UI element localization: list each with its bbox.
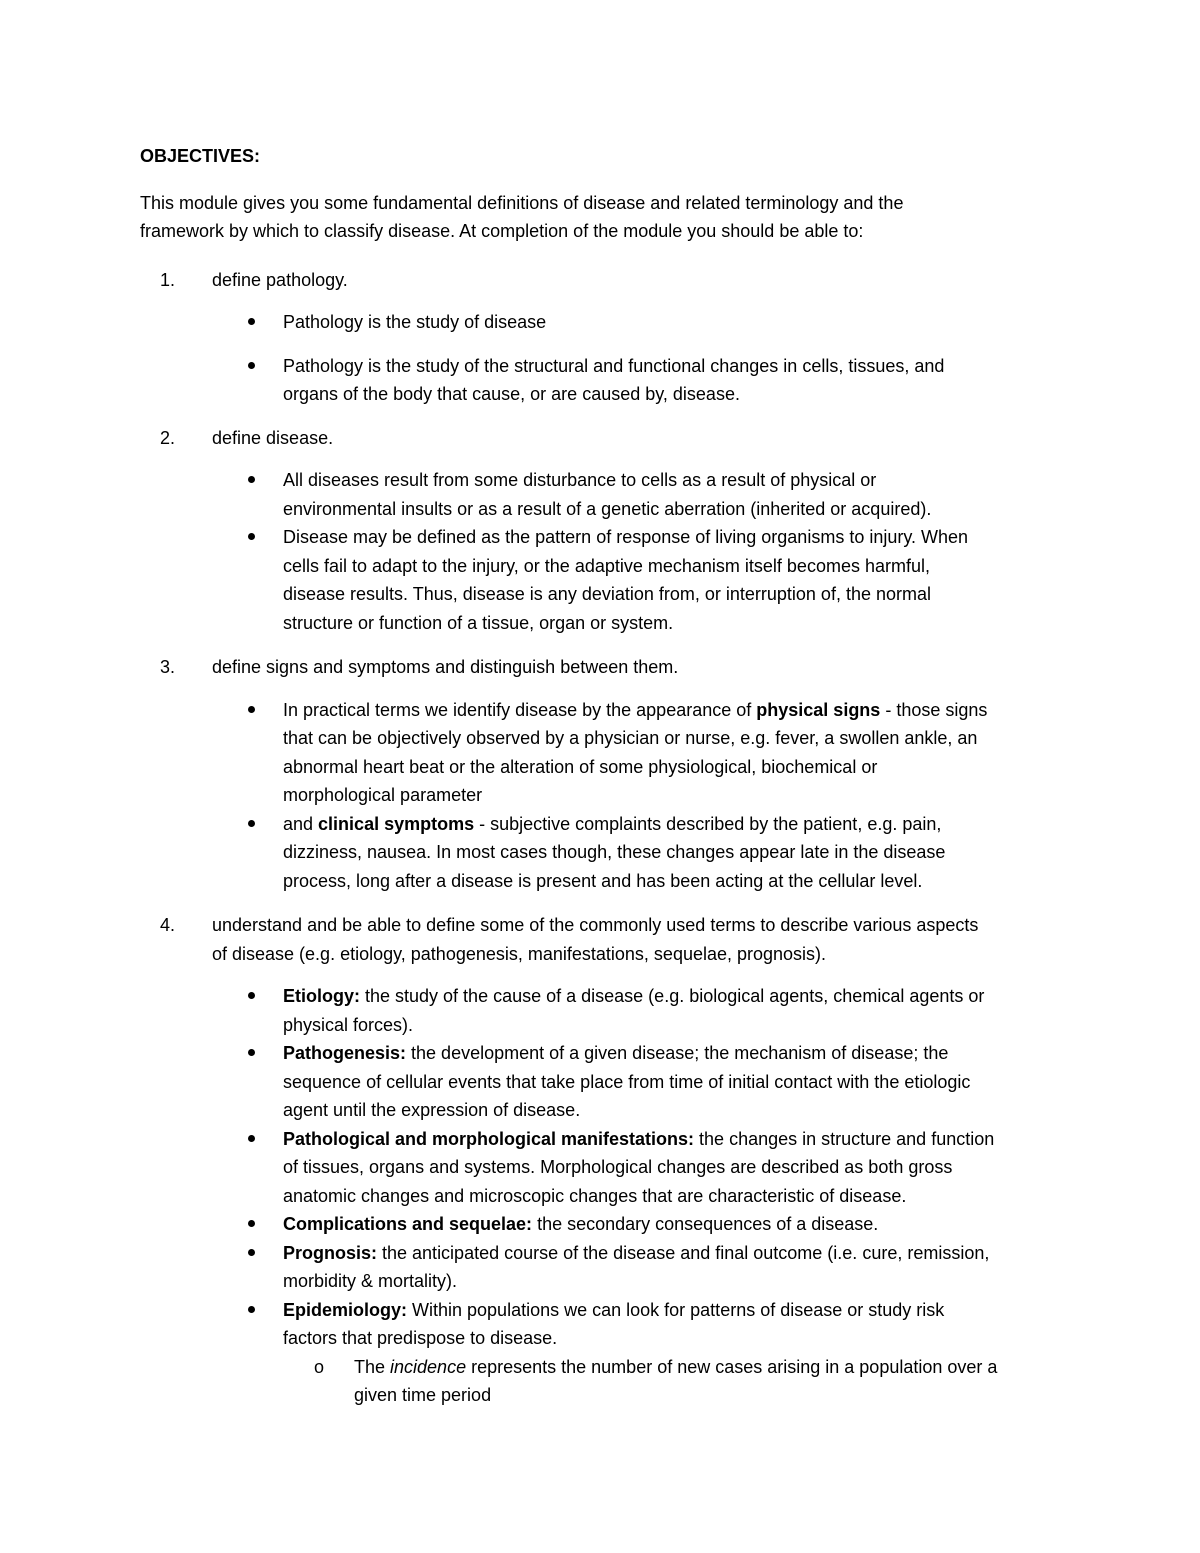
bullet-text: disease results. Thus, disease is any deviation from, or interruption of, the normal [283,584,931,604]
item-text: understand and be able to define some of the commonly used terms to describe various aspects [212,915,979,935]
bullet-text: cells fail to adapt to the injury, or the adaptive mechanism itself becomes harmful, [283,555,930,576]
item-text: of disease (e.g. etiology, pathogenesis, manifestations, sequelae, prognosis). [212,943,827,964]
bullet-text: Pathology is the study of disease [283,312,547,332]
bullet-text: In practical terms we identify disease by the appearance of physical signs - those signs [283,699,988,720]
bullet-dot-icon [248,362,255,369]
bullet-item [212,352,1060,409]
item-2-bullets [140,466,1060,637]
bullet-text: physical forces). [283,1014,414,1035]
item-text: define disease. [212,427,334,448]
objective-item-1 [140,266,1060,295]
item-4-bullets [140,982,1060,1410]
bullet-text: Pathology is the study of the structural and functional changes in cells, tissues, and [283,355,945,376]
bullet-item [212,696,1060,810]
bullet-item [212,308,1060,337]
bullet-text: abnormal heart beat or the alteration of some physiological, biochemical or [283,756,878,777]
clinical-symptoms-term: clinical symptoms [318,813,475,834]
bullet-text: factors that predispose to disease. [283,1328,558,1348]
item-number: 1. [160,269,176,290]
term: Complications and sequelae: [283,1214,533,1234]
bullet-text: of tissues, organs and systems. Morphological changes are described as both gross [283,1157,953,1177]
bullet-dot-icon [248,1220,255,1227]
bullet-dot-icon [248,1306,255,1313]
bullet-text: sequence of cellular events that take place from time of initial contact with the etiologic [283,1071,971,1092]
bullet-text: All diseases result from some disturbance to cells as a result of physical or [283,470,877,490]
term: Epidemiology: [283,1299,408,1320]
bullet-text: Complications and sequelae: the secondary consequences of a disease. [283,1214,879,1234]
bullet-item [212,810,1060,896]
bullet-item [212,523,1060,637]
term: Etiology: [283,986,360,1006]
term: Pathological and morphological manifestations: [283,1128,695,1149]
bullet-item-epidemiology [212,1296,1060,1353]
item-number: 4. [160,915,176,935]
bullet-item-prognosis [212,1239,1060,1296]
bullet-text: Disease may be defined as the pattern of response of living organisms to injury. When [283,527,969,547]
term: Pathogenesis: [283,1043,407,1063]
item-text: define pathology. [212,269,348,290]
bullet-text: organs of the body that cause, or are caused by, disease. [283,384,740,404]
bullet-text: Pathogenesis: the development of a given disease; the mechanism of disease; the [283,1043,949,1063]
bullet-text: that can be objectively observed by a physician or nurse, e.g. fever, a swollen ankle, an [283,728,978,748]
bullet-dot-icon [248,820,255,827]
bullet-text: The incidence represents the number of new cases arising in a population over a [354,1356,998,1377]
bullet-text: given time period [354,1385,492,1405]
bullet-dot-icon [248,706,255,713]
bullet-text: dizziness, nausea. In most cases though, these changes appear late in the disease [283,842,946,862]
objective-item-3 [140,653,1060,682]
bullet-text: Etiology: the study of the cause of a disease (e.g. biological agents, chemical agents or [283,986,985,1006]
bullet-dot-icon [248,1135,255,1142]
sub-bullet-incidence [283,1353,1060,1410]
bullet-text: anatomic changes and microscopic changes that are characteristic of disease. [283,1185,907,1206]
incidence-term: incidence [390,1356,467,1377]
objective-item-4 [140,911,1060,968]
intro-line: framework by which to classify disease. At completion of the module you should be able to: [140,221,864,241]
item-number: 2. [160,427,176,448]
item-text: define signs and symptoms and distinguish between them. [212,657,679,677]
bullet-item-manifestations [212,1125,1060,1211]
item-3-bullets [140,696,1060,896]
objective-item-2 [140,424,1060,453]
objectives-heading: OBJECTIVES: [140,146,261,166]
intro-paragraph [140,189,1060,246]
bullet-text: morphological parameter [283,785,483,805]
bullet-dot-icon [248,1249,255,1256]
bullet-item [212,466,1060,523]
bullet-dot-icon [248,476,255,483]
item-1-bullets [140,308,1060,409]
bullet-dot-icon [248,533,255,540]
item-number: 3. [160,657,176,677]
document-page [140,142,1060,1410]
bullet-text: Epidemiology: Within populations we can look for patterns of disease or study risk [283,1299,945,1320]
bullet-dot-icon [248,1049,255,1056]
bullet-text: process, long after a disease is present and has been acting at the cellular level. [283,870,923,891]
bullet-dot-icon [248,992,255,999]
bullet-dot-icon [248,318,255,325]
bullet-text: environmental insults or as a result of a genetic aberration (inherited or acquired). [283,498,932,519]
bullet-text: and clinical symptoms - subjective complaints described by the patient, e.g. pain, [283,813,942,834]
bullet-item-etiology [212,982,1060,1039]
bullet-text: structure or function of a tissue, organ or system. [283,612,674,633]
bullet-text: agent until the expression of disease. [283,1100,581,1120]
term: Prognosis: [283,1242,378,1263]
physical-signs-term: physical signs [756,699,881,720]
bullet-text: Pathological and morphological manifestations: the changes in structure and function [283,1128,995,1149]
bullet-text: Prognosis: the anticipated course of the disease and final outcome (i.e. cure, remission, [283,1242,990,1263]
intro-line: This module gives you some fundamental definitions of disease and related terminology and the [140,192,904,213]
sub-bullet-circle-icon: o [314,1356,325,1377]
bullet-text: morbidity & mortality). [283,1271,458,1291]
bullet-item-complications [212,1210,1060,1239]
bullet-item-pathogenesis [212,1039,1060,1125]
